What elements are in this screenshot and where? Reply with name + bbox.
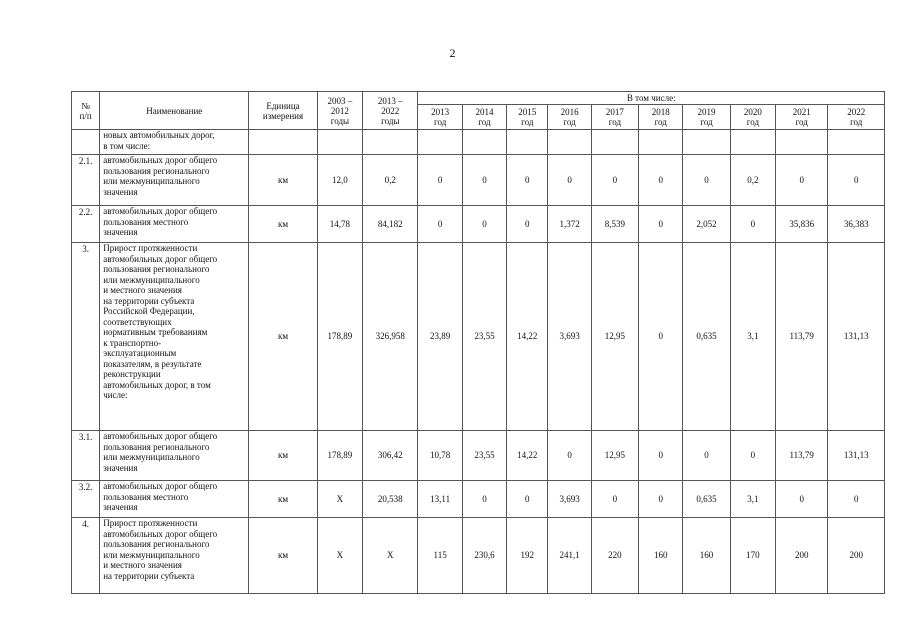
header-period-2013-2022: 2013 – 2022 годы — [363, 92, 418, 130]
header-year: 2017 год — [591, 105, 638, 130]
row-number: 4. — [72, 518, 100, 594]
row-year-value: 200 — [828, 518, 885, 594]
row-period-2003-2012: 178,89 — [317, 243, 362, 431]
row-number: 3.2. — [72, 481, 100, 518]
row-year-value: 12,95 — [591, 243, 638, 431]
row-year-value: 241,1 — [548, 518, 591, 594]
row-year-value — [462, 130, 506, 155]
row-unit — [249, 130, 317, 155]
row-year-value: 0 — [548, 431, 591, 481]
row-year-value: 160 — [683, 518, 730, 594]
row-year-value: 13,11 — [418, 481, 462, 518]
row-year-value — [591, 130, 638, 155]
row-unit: км — [249, 518, 317, 594]
row-period-2013-2022: 20,538 — [363, 481, 418, 518]
page-number: 2 — [449, 46, 456, 60]
row-number: 3. — [72, 243, 100, 431]
header-year: 2020 год — [730, 105, 775, 130]
header-name: Наименование — [100, 92, 249, 130]
row-period-2003-2012: 178,89 — [317, 431, 362, 481]
row-period-2003-2012 — [317, 130, 362, 155]
row-period-2013-2022: 0,2 — [363, 155, 418, 206]
header-period-2003-2012: 2003 – 2012 годы — [317, 92, 362, 130]
header-including: В том числе: — [418, 92, 885, 105]
header-year: 2021 год — [776, 105, 828, 130]
row-unit: км — [249, 481, 317, 518]
row-name: Прирост протяженности автомобильных дорог общего пользования регионального или межмуниципального и местного значения на территории субъекта Российской Федерации, соответствующих нормативным требованиям к транспортно- эксплуатационным показателям, в результате реконструкции автомобильных дорог, в том числе: — [100, 243, 249, 431]
row-year-value: 220 — [591, 518, 638, 594]
row-year-value: 0 — [776, 481, 828, 518]
table-row — [72, 518, 885, 594]
row-year-value: 0 — [462, 481, 506, 518]
header-year: 2019 год — [683, 105, 730, 130]
table-row — [72, 431, 885, 481]
header-num: № п/п — [72, 92, 100, 130]
row-year-value: 0 — [639, 206, 683, 243]
row-year-value: 0 — [507, 206, 548, 243]
row-year-value: 36,383 — [828, 206, 885, 243]
row-period-2003-2012: 14,78 — [317, 206, 362, 243]
table-row — [72, 130, 885, 155]
row-year-value: 0 — [591, 155, 638, 206]
row-year-value: 1,372 — [548, 206, 591, 243]
header-row-top — [72, 92, 885, 105]
row-year-value: 8,539 — [591, 206, 638, 243]
row-period-2013-2022: 326,958 — [363, 243, 418, 431]
row-unit: км — [249, 243, 317, 431]
row-name: новых автомобильных дорог, в том числе: — [100, 130, 249, 155]
row-year-value: 0 — [683, 155, 730, 206]
row-year-value: 113,79 — [776, 243, 828, 431]
row-year-value: 14,22 — [507, 243, 548, 431]
row-year-value: 0 — [507, 481, 548, 518]
row-period-2003-2012: X — [317, 481, 362, 518]
row-period-2013-2022: 306,42 — [363, 431, 418, 481]
row-year-value: 3,693 — [548, 481, 591, 518]
row-year-value: 200 — [776, 518, 828, 594]
row-year-value: 23,55 — [462, 431, 506, 481]
row-name: Прирост протяженности автомобильных дорог общего пользования регионального или межмуниципального и местного значения на территории субъекта — [100, 518, 249, 594]
row-unit: км — [249, 206, 317, 243]
header-year: 2013 год — [418, 105, 462, 130]
row-year-value — [548, 130, 591, 155]
row-name: автомобильных дорог общего пользования регионального или межмуниципального значения — [100, 155, 249, 206]
row-year-value: 230,6 — [462, 518, 506, 594]
row-year-value: 3,693 — [548, 243, 591, 431]
row-year-value — [639, 130, 683, 155]
row-period-2013-2022: 84,182 — [363, 206, 418, 243]
row-period-2003-2012: 12,0 — [317, 155, 362, 206]
row-year-value: 0 — [639, 431, 683, 481]
row-year-value: 115 — [418, 518, 462, 594]
row-year-value — [730, 130, 775, 155]
row-year-value: 23,55 — [462, 243, 506, 431]
table-row — [72, 155, 885, 206]
row-year-value: 3,1 — [730, 481, 775, 518]
header-year: 2018 год — [639, 105, 683, 130]
row-unit: км — [249, 431, 317, 481]
row-year-value: 0 — [418, 155, 462, 206]
row-year-value — [683, 130, 730, 155]
data-table — [71, 91, 885, 594]
row-unit: км — [249, 155, 317, 206]
row-period-2003-2012: X — [317, 518, 362, 594]
row-year-value: 0 — [418, 206, 462, 243]
row-year-value: 0,635 — [683, 481, 730, 518]
row-name: автомобильных дорог общего пользования местного значения — [100, 206, 249, 243]
row-year-value: 113,79 — [776, 431, 828, 481]
row-year-value — [507, 130, 548, 155]
row-year-value: 23,89 — [418, 243, 462, 431]
header-year: 2022 год — [828, 105, 885, 130]
row-year-value: 2,052 — [683, 206, 730, 243]
row-year-value: 0 — [548, 155, 591, 206]
row-year-value: 170 — [730, 518, 775, 594]
row-number: 2.1. — [72, 155, 100, 206]
row-number: 2.2. — [72, 206, 100, 243]
row-number — [72, 130, 100, 155]
row-year-value: 131,13 — [828, 431, 885, 481]
row-name: автомобильных дорог общего пользования местного значения — [100, 481, 249, 518]
row-year-value: 0 — [639, 481, 683, 518]
row-year-value: 0 — [591, 481, 638, 518]
row-year-value: 0,2 — [730, 155, 775, 206]
row-year-value: 0 — [462, 155, 506, 206]
row-year-value: 131,13 — [828, 243, 885, 431]
row-year-value: 0,635 — [683, 243, 730, 431]
row-year-value: 0 — [730, 431, 775, 481]
row-year-value: 0 — [828, 481, 885, 518]
header-year: 2015 год — [507, 105, 548, 130]
row-year-value: 160 — [639, 518, 683, 594]
row-year-value: 0 — [730, 206, 775, 243]
row-year-value — [776, 130, 828, 155]
row-year-value: 0 — [462, 206, 506, 243]
row-year-value: 0 — [683, 431, 730, 481]
row-year-value: 0 — [507, 155, 548, 206]
row-number: 3.1. — [72, 431, 100, 481]
table-row — [72, 481, 885, 518]
row-year-value: 0 — [776, 155, 828, 206]
header-unit: Единица измерения — [249, 92, 317, 130]
row-year-value: 14,22 — [507, 431, 548, 481]
table-row — [72, 243, 885, 431]
table-row — [72, 206, 885, 243]
row-period-2013-2022 — [363, 130, 418, 155]
row-year-value: 0 — [639, 155, 683, 206]
header-year: 2014 год — [462, 105, 506, 130]
row-year-value: 35,836 — [776, 206, 828, 243]
row-year-value — [418, 130, 462, 155]
row-year-value: 12,95 — [591, 431, 638, 481]
row-year-value: 192 — [507, 518, 548, 594]
row-year-value: 10,78 — [418, 431, 462, 481]
row-year-value — [828, 130, 885, 155]
row-year-value: 0 — [639, 243, 683, 431]
row-period-2013-2022: X — [363, 518, 418, 594]
row-year-value: 0 — [828, 155, 885, 206]
header-year: 2016 год — [548, 105, 591, 130]
row-year-value: 3,1 — [730, 243, 775, 431]
row-name: автомобильных дорог общего пользования регионального или межмуниципального значения — [100, 431, 249, 481]
